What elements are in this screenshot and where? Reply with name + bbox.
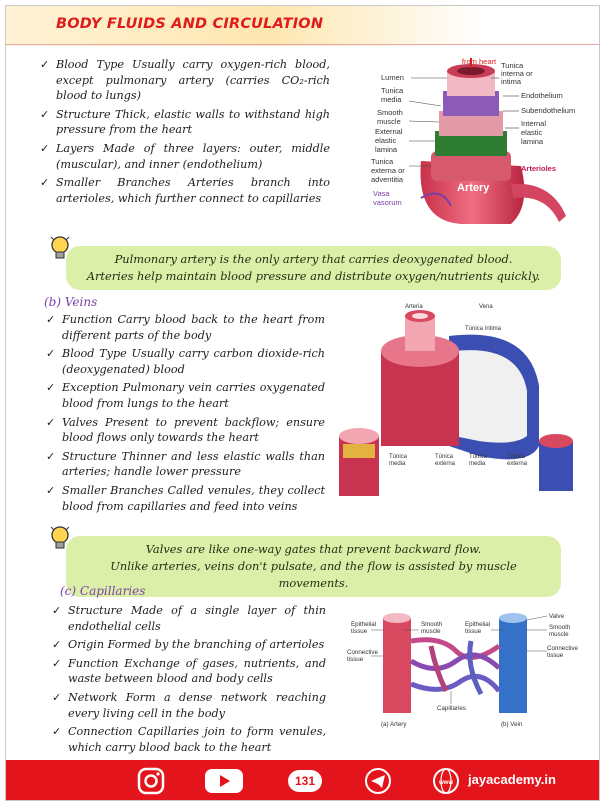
smooth-muscle-label: muscle [377, 117, 401, 126]
list-item: ✓ Smaller Branches Arteries branch into arterioles, which further connect to capillaries [40, 176, 330, 205]
capillary-network-figure [341, 606, 586, 731]
capillaries-list [50, 603, 326, 758]
connective-tissue-label: tissue [347, 656, 364, 663]
list-item: ✓ Network Form a dense network reaching every living cell in the body [52, 690, 326, 720]
connective-tissue-label: tissue [547, 652, 564, 659]
list-item: ✓ Structure Made of a single layer of thin endothelial cells [52, 604, 326, 633]
youtube-icon[interactable] [203, 766, 245, 796]
list-item: ✓ Structure Thinner and less elastic walls than arteries; handle lower pressure [46, 449, 325, 479]
external-elastic-label: elastic [375, 136, 397, 145]
smooth-muscle-label: Smooth [421, 621, 443, 628]
page [5, 5, 600, 801]
vein-cutaway [539, 441, 573, 491]
endothelium-label: Endothelium [521, 91, 563, 100]
footer-bar [6, 760, 600, 801]
header-divider [6, 44, 599, 45]
tunica-intima-label: intima [501, 77, 522, 86]
vein-caption: (b) Vein [501, 721, 523, 728]
check-icon: ✓ [46, 313, 56, 326]
check-icon: ✓ [46, 415, 56, 429]
www-label: www [438, 780, 454, 786]
tunica-externa-label: Tunica [371, 157, 394, 166]
page-number: 131 [288, 770, 322, 792]
capillaries-heading: (c) Capillaries [60, 584, 146, 598]
vasa-vasorum-label: Vasa [373, 189, 390, 198]
internal-elastic-label: Internal [521, 119, 547, 128]
tunica-externa-label: externa [507, 461, 528, 467]
telegram-icon[interactable] [363, 766, 393, 796]
vena-label: Vena [479, 304, 493, 310]
page-title: BODY FLUIDS AND CIRCULATION [56, 16, 324, 32]
epithelial-tissue-label: tissue [465, 628, 482, 635]
connective-tissue-label: Connective [547, 645, 578, 652]
epithelial-tissue-label: Epithelial [465, 621, 491, 628]
list-item: ✓ Exception Pulmonary vein carries oxygenated blood from lungs to the heart [46, 381, 325, 410]
check-icon: ✓ [40, 141, 50, 155]
epithelial-tissue-label: tissue [351, 628, 368, 635]
check-icon: ✓ [46, 381, 56, 395]
vasa-vasorum-label: vasorum [373, 198, 402, 207]
check-icon: ✓ [52, 725, 62, 739]
list-item: ✓ Function Exchange of gases, nutrients, and waste between blood and body cells [52, 656, 326, 686]
header [6, 6, 599, 46]
tunica-externa-label: externa or [371, 166, 405, 175]
list-item: ✓ Blood Type Usually carry oxygen-rich blood, except pulmonary artery (carries CO₂-rich blood to lungs) [40, 58, 330, 103]
subendothelium-label: Subendothelium [521, 106, 576, 115]
list-item: ✓ Function Carry blood back to the heart from different parts of the body [46, 313, 325, 342]
check-icon: ✓ [52, 656, 62, 670]
arteries-list [38, 57, 330, 209]
arterioles-label: Arterioles [521, 164, 557, 173]
tunica-media-label: media [389, 461, 406, 467]
artery-column [383, 618, 411, 713]
artery-label: Artery [457, 182, 490, 194]
capillary-network [411, 640, 499, 694]
tunica-externa-label: Túnica [435, 454, 454, 460]
check-icon: ✓ [52, 604, 62, 617]
smooth-muscle-label: muscle [421, 628, 441, 635]
list-item: ✓ Origin Formed by the branching of arterioles [52, 638, 325, 652]
tunica-media-label: Túnica [469, 454, 488, 460]
external-elastic-label: External [375, 127, 403, 136]
tunica-media-label: media [381, 95, 402, 104]
tunica-intima-label: interna or [501, 69, 533, 78]
list-item: ✓ Blood Type Usually carry carbon dioxide-rich (deoxygenated) blood [46, 347, 325, 376]
check-icon: ✓ [40, 58, 50, 71]
check-icon: ✓ [52, 690, 62, 704]
external-elastic-label: lamina [375, 145, 398, 154]
list-item: ✓ Layers Made of three layers: outer, middle (muscular), and inner (endothelium) [40, 141, 330, 171]
tunica-media-label: media [469, 461, 486, 467]
lumen-label: Lumen [381, 73, 404, 82]
check-icon: ✓ [52, 638, 62, 652]
tunica-media-label: Tunica [381, 86, 404, 95]
note-pulmonary-artery: Pulmonary artery is the only artery that carries deoxygenated blood. Arteries help maintain blood pressure and distribute oxygen/nutrients quickly. [66, 246, 561, 290]
tunica-intima-label: Tunica [501, 61, 524, 70]
arteria-label: Arteria [405, 304, 423, 310]
internal-elastic-label: elastic [521, 128, 543, 137]
capillaries-label: Capillaries [437, 705, 466, 712]
list-item: ✓ Smaller Branches Called venules, they collect blood from capillaries and feed into veins [46, 483, 325, 513]
tunica-externa-label: Túnica [507, 454, 526, 460]
globe-icon[interactable] [431, 766, 461, 796]
check-icon: ✓ [46, 483, 56, 497]
valve-label: Valve [549, 613, 565, 620]
check-icon: ✓ [46, 449, 56, 463]
veins-heading: (b) Veins [44, 295, 98, 309]
tunica-externa-label: externa [435, 461, 456, 467]
list-item: ✓ Structure Thick, elastic walls to withstand high pressure from the heart [40, 107, 330, 137]
artery-structure-figure [361, 56, 581, 226]
check-icon: ✓ [40, 107, 50, 121]
veins-list [44, 312, 325, 517]
internal-elastic-label: lamina [521, 137, 544, 146]
from-heart-label: from heart [461, 57, 497, 66]
tunica-media-label: Túnica [389, 454, 408, 460]
note-valves: Valves are like one-way gates that prevent backward flow. Unlike arteries, veins don't pulsate, and the flow is assisted by muscle movements. [66, 536, 561, 597]
smooth-muscle-label: Smooth [377, 108, 403, 117]
list-item: ✓ Valves Present to prevent backflow; ensure blood flows only towards the heart [46, 415, 325, 445]
smooth-muscle-label: Smooth [549, 624, 571, 631]
artery-vein-comparison-figure [329, 296, 579, 514]
tunica-intima-label: Túnica íntima [465, 326, 502, 332]
connective-tissue-label: Connective [347, 649, 378, 656]
artery-caption: (a) Artery [381, 721, 407, 728]
list-item: ✓ Connection Capillaries join to form venules, which carry blood back to the heart [52, 725, 326, 754]
instagram-icon[interactable] [136, 766, 166, 796]
website-link[interactable]: jayacademy.in [468, 772, 556, 787]
check-icon: ✓ [46, 347, 56, 361]
check-icon: ✓ [40, 176, 50, 190]
tunica-externa-label: adventitia [371, 175, 404, 184]
epithelial-tissue-label: Epithelial [351, 621, 377, 628]
vein-column [499, 618, 527, 713]
smooth-muscle-label: muscle [549, 631, 569, 638]
